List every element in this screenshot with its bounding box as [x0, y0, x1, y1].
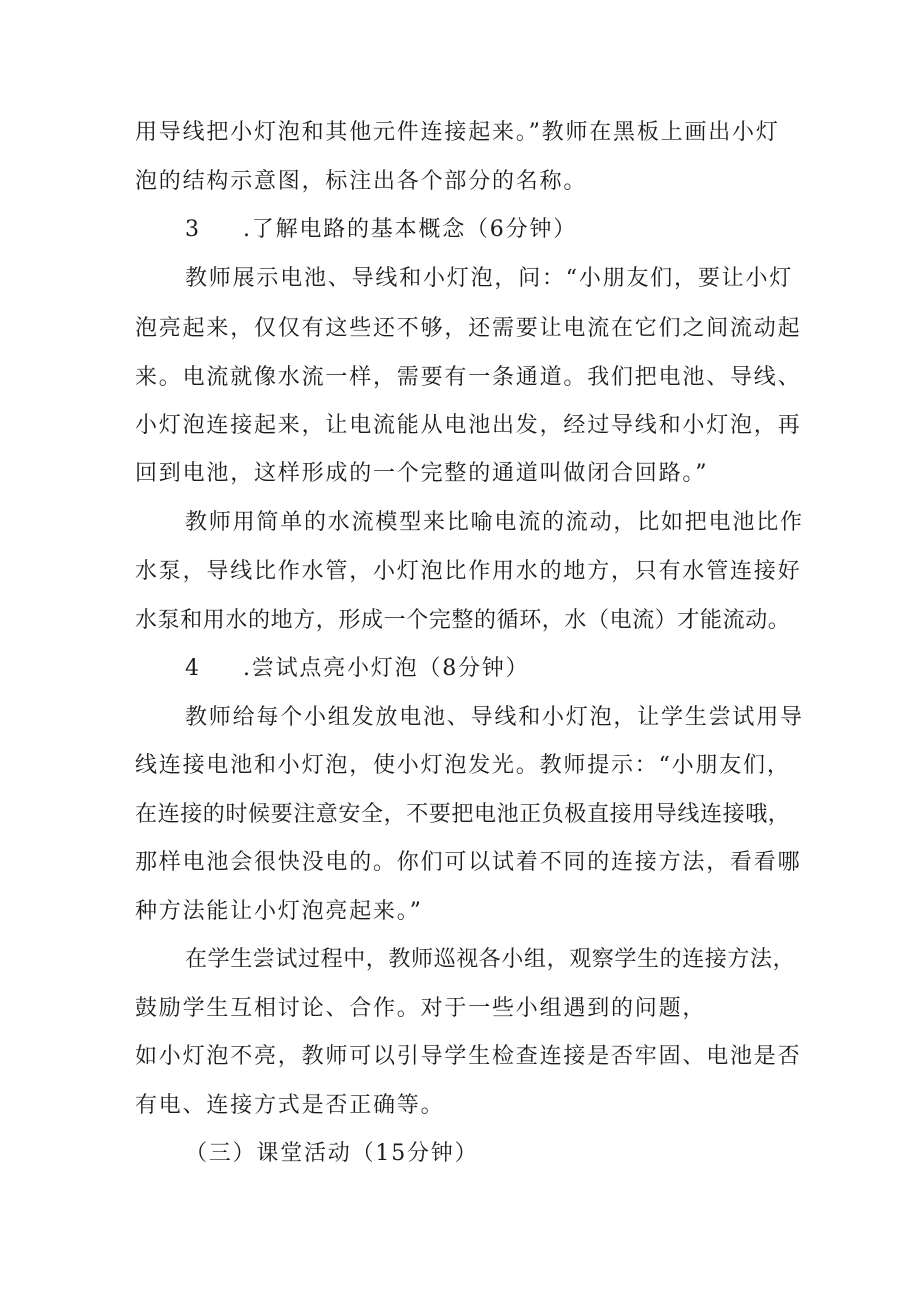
section-number: 3 [185, 217, 201, 242]
paragraph-line: 回到电池，这样形成的一个完整的通道叫做闭合回路。” [135, 461, 709, 486]
section-heading-4 [185, 654, 529, 684]
section-heading-3-class-activity: （三）课堂活动（15分钟） [185, 1141, 479, 1166]
paragraph-line: 用导线把小灯泡和其他元件连接起来。”教师在黑板上画出小灯 [135, 120, 780, 145]
section-title: .尝试点亮小灯泡（8分钟） [243, 656, 530, 681]
paragraph-line: 泡的结构示意图，标注出各个部分的名称。 [135, 169, 588, 194]
paragraph-line: 来。电流就像水流一样，需要有一条通道。我们把电池、导线、 [135, 365, 802, 390]
paragraph-line: 教师展示电池、导线和小灯泡，问：“小朋友们，要让小灯 [185, 266, 794, 291]
paragraph-line: 有电、连接方式是否正确等。 [135, 1093, 445, 1118]
paragraph-line: 在学生尝试过程中，教师巡视各小组，观察学生的连接方法， [185, 947, 796, 972]
paragraph-line: 教师给每个小组发放电池、导线和小灯泡，让学生尝试用导 [185, 705, 804, 730]
paragraph-line: 水泵，导线比作水管，小灯泡比作用水的地方，只有水管连接好 [135, 559, 802, 584]
section-number: 4 [185, 656, 201, 681]
paragraph-line: 鼓励学生互相讨论、合作。对于一些小组遇到的问题， [135, 996, 707, 1021]
paragraph-line: 线连接电池和小灯泡，使小灯泡发光。教师提示：“小朋友们， [135, 753, 791, 778]
paragraph-line: 如小灯泡不亮，教师可以引导学生检查连接是否牢固、电池是否 [135, 1044, 802, 1069]
paragraph-line: 种方法能让小灯泡亮起来。” [135, 899, 423, 924]
section-title: .了解电路的基本概念（6分钟） [243, 217, 577, 242]
paragraph-line: 那样电池会很快没电的。你们可以试着不同的连接方法，看看哪 [135, 850, 802, 875]
paragraph-line: 水泵和用水的地方，形成一个完整的循环，水（电流）才能流动。 [135, 608, 791, 633]
paragraph-line: 泡亮起来，仅仅有这些还不够，还需要让电流在它们之间流动起 [135, 316, 802, 341]
paragraph-line: 教师用简单的水流模型来比喻电流的流动，比如把电池比作 [185, 510, 804, 535]
paragraph-line: 在连接的时候要注意安全，不要把电池正负极直接用导线连接哦， [135, 802, 791, 827]
section-heading-3 [185, 215, 577, 245]
paragraph-line: 小灯泡连接起来，让电流能从电池出发，经过导线和小灯泡，再 [135, 413, 802, 438]
